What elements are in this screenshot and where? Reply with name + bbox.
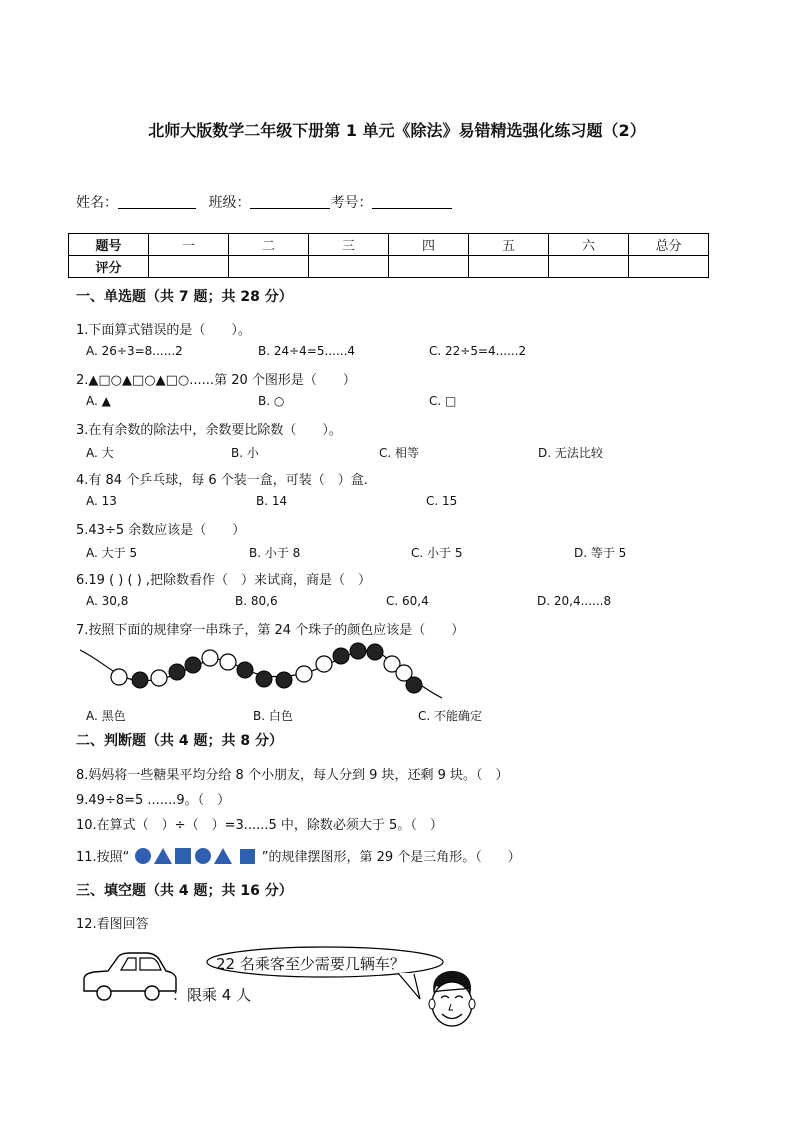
car-capacity-note: ：限乘 4 人 xyxy=(172,986,252,1004)
person-face-icon xyxy=(424,968,478,1030)
black-bead xyxy=(169,664,185,680)
white-bead xyxy=(202,650,218,666)
q3-option-a[interactable]: A. 大 xyxy=(86,446,114,460)
score-cell[interactable] xyxy=(149,256,229,278)
q4-option-c[interactable]: C. 15 xyxy=(426,494,458,508)
score-cell[interactable] xyxy=(309,256,389,278)
question-6: 6.19 ( ) ( ) ,把除数看作（ ）来试商，商是（ ） xyxy=(76,573,372,588)
header-cell: 总分 xyxy=(629,234,709,256)
q6-option-a[interactable]: A. 30,8 xyxy=(86,594,129,608)
section-3-heading: 三、填空题（共 4 题；共 16 分） xyxy=(76,883,293,899)
score-table xyxy=(68,233,709,278)
header-cell: 三 xyxy=(309,234,389,256)
black-bead xyxy=(132,672,148,688)
black-bead xyxy=(237,662,253,678)
score-row xyxy=(69,256,709,278)
question-4: 4.有 84 个乒乓球，每 6 个装一盒，可装（ ）盒. xyxy=(76,473,368,488)
question-9: 9.49÷8=5 .......9。（ ） xyxy=(76,793,231,808)
car-icon xyxy=(80,945,178,1005)
section-2-heading: 二、判断题（共 4 题；共 8 分） xyxy=(76,733,283,749)
q2-option-c[interactable]: C. □ xyxy=(429,394,457,408)
q4-option-b[interactable]: B. 14 xyxy=(256,494,288,508)
score-cell[interactable] xyxy=(389,256,469,278)
q2-option-b[interactable]: B. ○ xyxy=(258,394,285,408)
q6-option-d[interactable]: D. 20,4......8 xyxy=(537,594,612,608)
bubble-question: 22 名乘客至少需要几辆车？ xyxy=(216,955,405,973)
exam-label: 考号： xyxy=(330,195,373,211)
q6-option-b[interactable]: B. 80,6 xyxy=(235,594,278,608)
question-12: 12.看图回答 xyxy=(76,917,149,932)
q7-option-c[interactable]: C. 不能确定 xyxy=(418,709,483,723)
question-7: 7.按照下面的规律穿一串珠子，第 24 个珠子的颜色应该是（ ） xyxy=(76,623,465,638)
score-cell[interactable] xyxy=(469,256,549,278)
student-info xyxy=(76,192,452,212)
question-2: 2.▲□○▲□○▲□○......第 20 个图形是（ ） xyxy=(76,373,356,388)
q7-option-b[interactable]: B. 白色 xyxy=(253,709,293,723)
circle-shape xyxy=(195,848,211,864)
score-cell[interactable] xyxy=(629,256,709,278)
q1-option-b[interactable]: B. 24÷4=5......4 xyxy=(258,344,356,358)
black-bead xyxy=(406,677,422,693)
section-1-heading: 一、单选题（共 7 题；共 28 分） xyxy=(76,289,293,305)
header-cell: 六 xyxy=(549,234,629,256)
q5-option-b[interactable]: B. 小于 8 xyxy=(249,546,301,560)
white-bead xyxy=(220,654,236,670)
q11-suffix: ”的规律摆图形，第 29 个是三角形。（ ） xyxy=(261,850,521,865)
class-field[interactable] xyxy=(250,194,330,209)
square-shape xyxy=(240,849,255,864)
black-bead xyxy=(276,672,292,688)
q1-option-a[interactable]: A. 26÷3=8......2 xyxy=(86,344,183,358)
question-3: 3.在有余数的除法中，余数要比除数（ ）。 xyxy=(76,423,342,438)
class-label: 班级： xyxy=(208,195,251,211)
white-bead xyxy=(296,666,312,682)
header-cell: 四 xyxy=(389,234,469,256)
q3-option-d[interactable]: D. 无法比较 xyxy=(538,446,603,460)
header-cell: 题号 xyxy=(69,234,149,256)
q1-option-c[interactable]: C. 22÷5=4......2 xyxy=(429,344,527,358)
score-label: 评分 xyxy=(69,256,149,278)
q11-prefix: 11.按照“ xyxy=(76,850,130,865)
black-bead xyxy=(350,643,366,659)
score-cell[interactable] xyxy=(229,256,309,278)
q5-option-c[interactable]: C. 小于 5 xyxy=(411,546,463,560)
triangle-shape xyxy=(214,848,232,864)
white-bead xyxy=(151,670,167,686)
q5-option-a[interactable]: A. 大于 5 xyxy=(86,546,138,560)
q6-option-c[interactable]: C. 60,4 xyxy=(386,594,429,608)
q4-option-a[interactable]: A. 13 xyxy=(86,494,117,508)
page-title: 北师大版数学二年级下册第 1 单元《除法》易错精选强化练习题（2） xyxy=(148,121,646,140)
header-cell: 五 xyxy=(469,234,549,256)
white-bead xyxy=(111,669,127,685)
q2-option-a[interactable]: A. ▲ xyxy=(86,394,111,408)
white-bead xyxy=(316,656,332,672)
question-5: 5.43÷5 余数应该是（ ） xyxy=(76,523,246,538)
header-cell: 二 xyxy=(229,234,309,256)
header-cell: 一 xyxy=(149,234,229,256)
q5-option-d[interactable]: D. 等于 5 xyxy=(574,546,627,560)
score-header-row xyxy=(69,234,709,256)
q7-option-a[interactable]: A. 黑色 xyxy=(86,709,126,723)
name-label: 姓名： xyxy=(76,195,118,211)
circle-shape xyxy=(135,848,151,864)
score-cell[interactable] xyxy=(549,256,629,278)
question-11 xyxy=(76,846,521,865)
bead-string-figure xyxy=(74,640,454,704)
exam-field[interactable] xyxy=(372,194,452,209)
question-8: 8.妈妈将一些糖果平均分给 8 个小朋友，每人分到 9 块，还剩 9 块。（ ） xyxy=(76,768,509,783)
question-10: 10.在算式（ ）÷（ ）=3......5 中，除数必须大于 5。（ ） xyxy=(76,818,443,833)
black-bead xyxy=(256,671,272,687)
black-bead xyxy=(367,644,383,660)
q3-option-c[interactable]: C. 相等 xyxy=(379,446,420,460)
square-shape xyxy=(175,848,191,864)
black-bead xyxy=(185,657,201,673)
question-1: 1.下面算式错误的是（ ）。 xyxy=(76,323,251,338)
triangle-shape xyxy=(154,848,172,864)
black-bead xyxy=(333,648,349,664)
name-field[interactable] xyxy=(118,194,196,209)
shape-pattern xyxy=(134,847,258,865)
q3-option-b[interactable]: B. 小 xyxy=(231,446,259,460)
